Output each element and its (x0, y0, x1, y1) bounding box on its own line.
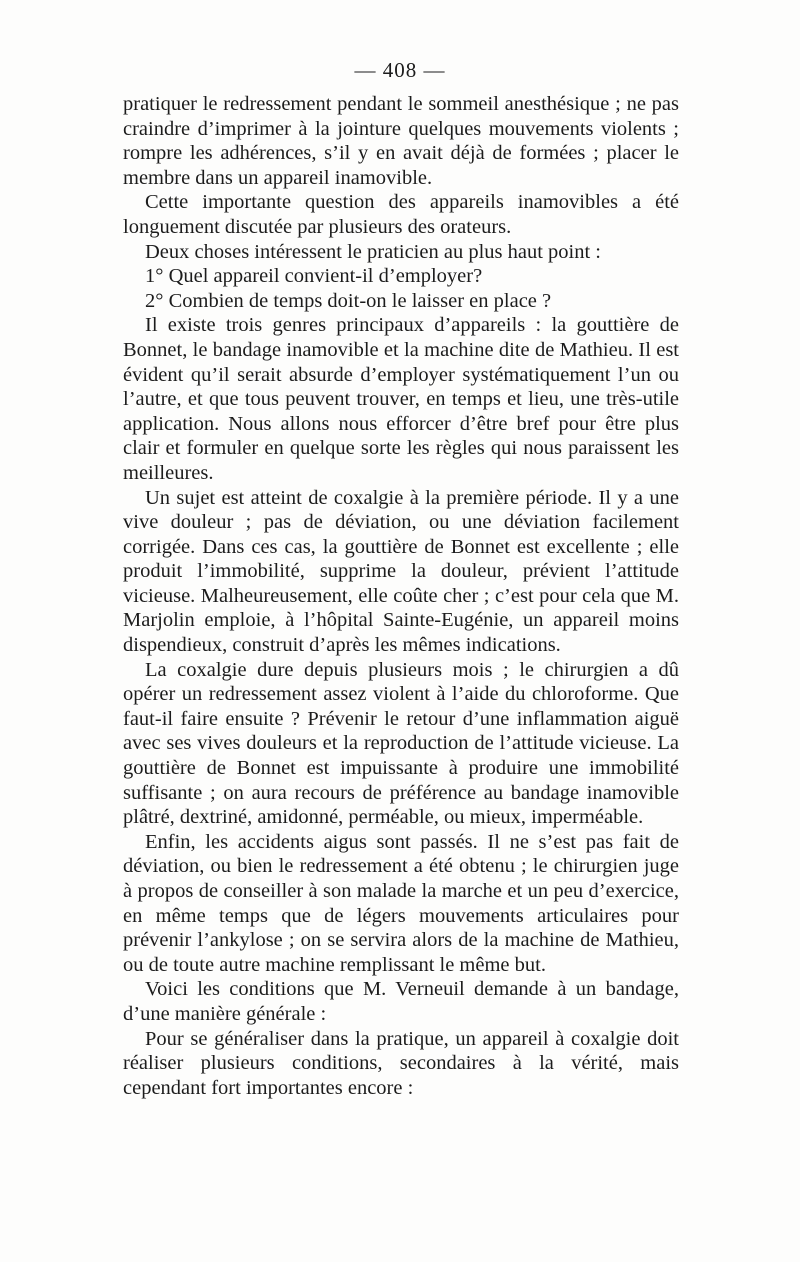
question-2: 2° Combien de temps doit-on le laisser en place ? (145, 289, 552, 312)
paragraph-plusieurs-mois: La coxalgie dure depuis plusieurs mois ; le chirurgien a dû opérer un redressement assez violent à l’aide du chloroforme. Que faut-il faire ensuite ? Prévenir le retour d’une inflammation aiguë avec ses vives douleurs et la reproduction de l’attitude vicieuse. La gouttière de Bonnet est impuissante à produire une immobilité suffisante ; on aura recours de préférence au bandage inamovible plâtré, dextriné, amidonné, perméable, ou mieux, imperméable. (123, 658, 679, 829)
paragraph-appareils-inamovibles: Cette importante question des appareils inamovibles a été longuement discutée par plusieurs des orateurs. (123, 191, 679, 238)
question-1: 1° Quel appareil convient-il d’employer? (145, 265, 483, 288)
paragraph-deux-choses: Deux choses intéressent le praticien au plus haut point : (145, 240, 602, 263)
paragraph-continuation: pratiquer le redressement pendant le sommeil anesthésique ; ne pas craindre d’imprimer à la jointure quelques mouvements violents ; rompre les adhérences, s’il y en avait déjà de formées ; placer le membre dans un appareil inamovible. (123, 93, 679, 189)
page-number: — 408 — (354, 58, 446, 82)
paragraph-premiere-periode: Un sujet est atteint de coxalgie à la première période. Il y a une vive douleur ; pas de déviation, ou une déviation facilement corrigée. Dans ces cas, la gouttière de Bonnet est excellente ; elle produit l’immobilité, supprime la douleur, prévient l’attitude vicieuse. Malheureusement, elle coûte cher ; c’est pour cela que M. Marjolin emploie, à l’hôpital Sainte-Eugénie, un appareil moins dispendieux, construit d’après les mêmes indications. (123, 486, 679, 657)
paragraph-accidents-aigus: Enfin, les accidents aigus sont passés. Il ne s’est pas fait de déviation, ou bien le redressement a été obtenu ; le chirurgien juge à propos de conseiller à son malade la marche et un peu d’exercice, en même temps que de légers mouvements articulaires pour prévenir l’ankylose ; on se servira alors de la machine de Mathieu, ou de toute autre machine remplissant le même but. (123, 830, 679, 976)
paragraph-trois-genres: Il existe trois genres principaux d’appareils : la gouttière de Bonnet, le bandage inamovible et la machine dite de Mathieu. Il est évident qu’il serait absurde d’employer systématiquement l’un ou l’autre, et que tous peuvent trouver, en temps et lieu, une très-utile application. Nous allons nous efforcer d’être bref pour être plus clair et formuler en quelque sorte les règles qui nous paraissent les meilleures. (123, 314, 679, 484)
body-text (123, 92, 679, 1100)
paragraph-generaliser: Pour se généraliser dans la pratique, un appareil à coxalgie doit réaliser plusieurs conditions, secondaires à la vérité, mais cependant fort importantes encore : (123, 1027, 679, 1099)
paragraph-conditions-verneuil: Voici les conditions que M. Verneuil demande à un bandage, d’une manière générale : (123, 978, 679, 1025)
